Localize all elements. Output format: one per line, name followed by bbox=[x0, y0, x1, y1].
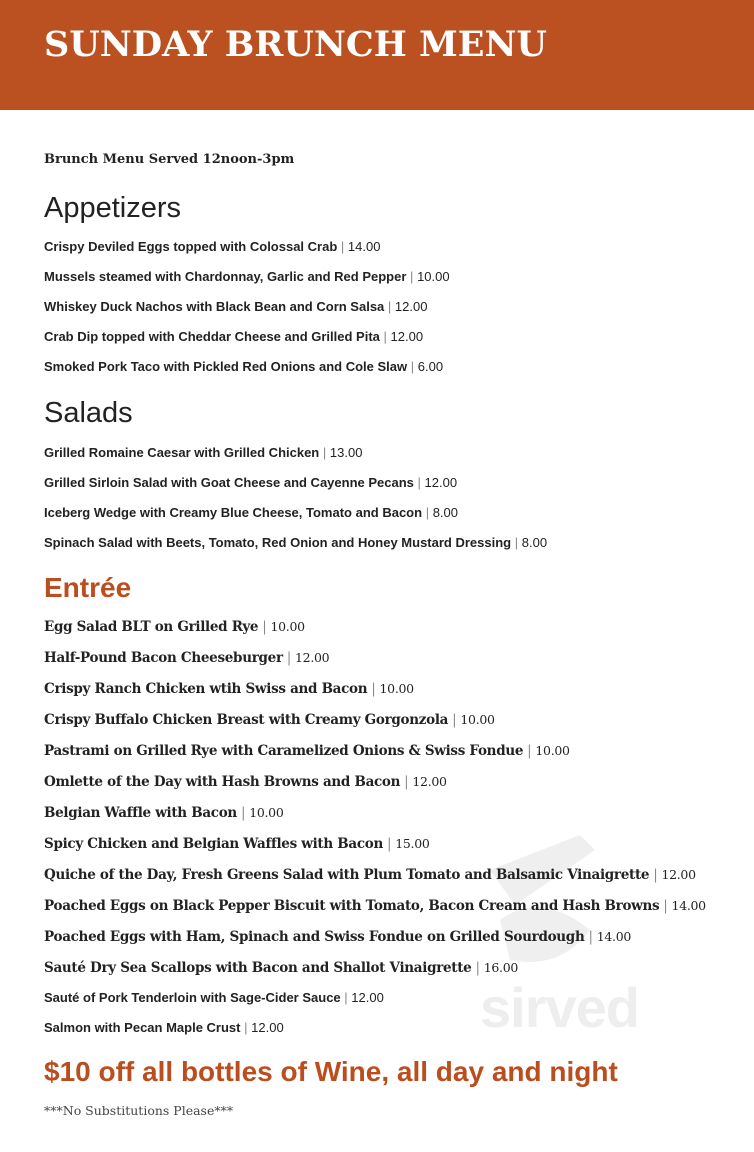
menu-item-price: 12.00 bbox=[394, 299, 428, 314]
menu-item-name: Mussels steamed with Chardonnay, Garlic and Red Pepper bbox=[44, 269, 407, 284]
menu-item-name: Egg Salad BLT on Grilled Rye bbox=[44, 619, 259, 635]
menu-item-price: 12.00 bbox=[661, 867, 696, 882]
menu-item bbox=[44, 673, 706, 704]
menu-item-name: Sauté of Pork Tenderloin with Sage-Cider Sauce bbox=[44, 990, 341, 1005]
menu-item-name: Grilled Romaine Caesar with Grilled Chicken bbox=[44, 445, 320, 460]
menu-item-name: Pastrami on Grilled Rye with Caramelized Onions & Swiss Fondue bbox=[44, 743, 524, 759]
menu-item bbox=[44, 921, 706, 952]
menu-item-price: 13.00 bbox=[329, 445, 363, 460]
price-separator: | bbox=[240, 805, 246, 821]
menu-item-name: Crispy Buffalo Chicken Breast with Creamy Gorgonzola bbox=[44, 712, 449, 728]
menu-item-price: 16.00 bbox=[483, 960, 519, 975]
price-separator: | bbox=[383, 329, 387, 344]
entree-extra-list bbox=[44, 983, 384, 1043]
price-separator: | bbox=[344, 990, 348, 1005]
menu-item-price: 14.00 bbox=[347, 239, 381, 254]
menu-item-name: Omlette of the Day with Hash Browns and Bacon bbox=[44, 774, 401, 790]
page-title: SUNDAY BRUNCH MENU bbox=[44, 24, 547, 65]
menu-item bbox=[44, 642, 706, 673]
menu-item-price: 8.00 bbox=[521, 535, 548, 550]
menu-item-price: 8.00 bbox=[432, 505, 459, 520]
menu-item-price: 6.00 bbox=[417, 359, 444, 374]
price-separator: | bbox=[340, 239, 345, 254]
menu-item bbox=[44, 828, 706, 859]
menu-item-price: 12.00 bbox=[390, 329, 424, 344]
substitutions-note: ***No Substitutions Please*** bbox=[44, 1103, 234, 1118]
menu-item-name: Spicy Chicken and Belgian Waffles with Bacon bbox=[44, 836, 383, 852]
price-separator: | bbox=[410, 359, 415, 374]
price-separator: | bbox=[387, 299, 392, 314]
menu-item bbox=[44, 1013, 384, 1043]
menu-item-price: 10.00 bbox=[249, 805, 284, 820]
salads-list bbox=[44, 438, 547, 558]
menu-item-price: 12.00 bbox=[424, 475, 458, 490]
menu-item bbox=[44, 611, 706, 642]
menu-item-name: Crispy Ranch Chicken wtih Swiss and Bacon bbox=[44, 681, 368, 697]
price-separator: | bbox=[514, 535, 519, 550]
menu-item-name: Sauté Dry Sea Scallops with Bacon and Shallot Vinaigrette bbox=[44, 960, 472, 976]
price-separator: | bbox=[371, 681, 376, 697]
menu-item-price: 15.00 bbox=[395, 836, 430, 851]
menu-item bbox=[44, 262, 450, 292]
price-separator: | bbox=[663, 898, 668, 914]
menu-item-name: Whiskey Duck Nachos with Black Bean and Corn Salsa bbox=[44, 299, 385, 314]
menu-item-name: Quiche of the Day, Fresh Greens Salad with Plum Tomato and Balsamic Vinaigrette bbox=[44, 867, 650, 883]
menu-item-name: Crab Dip topped with Cheddar Cheese and Grilled Pita bbox=[44, 329, 380, 344]
price-separator: | bbox=[452, 712, 457, 728]
menu-item bbox=[44, 766, 706, 797]
menu-item bbox=[44, 352, 450, 382]
price-separator: | bbox=[262, 619, 267, 635]
menu-item-price: 10.00 bbox=[379, 681, 414, 696]
menu-item bbox=[44, 952, 706, 983]
menu-item bbox=[44, 859, 706, 890]
menu-item bbox=[44, 498, 547, 528]
price-separator: | bbox=[410, 269, 414, 284]
menu-item-name: Grilled Sirloin Salad with Goat Cheese and Cayenne Pecans bbox=[44, 475, 414, 490]
menu-item bbox=[44, 735, 706, 766]
menu-item-name: Half-Pound Bacon Cheeseburger bbox=[44, 650, 283, 666]
menu-item bbox=[44, 797, 706, 828]
sirved-watermark: sirved bbox=[480, 976, 639, 1039]
menu-item-name: Belgian Waffle with Bacon bbox=[44, 805, 237, 821]
menu-item-price: 12.00 bbox=[412, 774, 447, 789]
menu-item bbox=[44, 468, 547, 498]
price-separator: | bbox=[475, 960, 480, 976]
menu-item-name: Poached Eggs on Black Pepper Biscuit with Tomato, Bacon Cream and Hash Browns bbox=[44, 898, 660, 914]
price-separator: | bbox=[527, 743, 532, 759]
entree-list bbox=[44, 611, 706, 983]
appetizers-list bbox=[44, 232, 450, 382]
appetizers-heading: Appetizers bbox=[44, 192, 182, 224]
wine-promo: $10 off all bottles of Wine, all day and night bbox=[44, 1056, 618, 1087]
menu-item bbox=[44, 232, 450, 262]
menu-item-name: Iceberg Wedge with Creamy Blue Cheese, Tomato and Bacon bbox=[44, 505, 423, 520]
menu-item bbox=[44, 983, 384, 1013]
page-header bbox=[0, 0, 754, 110]
price-separator: | bbox=[322, 445, 327, 460]
price-separator: | bbox=[425, 505, 430, 520]
menu-item-price: 10.00 bbox=[460, 712, 495, 727]
menu-item-price: 14.00 bbox=[671, 898, 706, 913]
menu-item-price: 12.00 bbox=[351, 990, 384, 1005]
menu-item-name: Smoked Pork Taco with Pickled Red Onions and Cole Slaw bbox=[44, 359, 408, 374]
price-separator: | bbox=[653, 867, 658, 883]
menu-item bbox=[44, 704, 706, 735]
price-separator: | bbox=[588, 929, 593, 945]
entree-heading: Entrée bbox=[44, 572, 132, 603]
menu-item-price: 10.00 bbox=[535, 743, 570, 758]
menu-item-price: 12.00 bbox=[251, 1020, 284, 1035]
menu-item bbox=[44, 528, 547, 558]
menu-item-name: Poached Eggs with Ham, Spinach and Swiss Fondue on Grilled Sourdough bbox=[44, 929, 585, 945]
price-separator: | bbox=[244, 1020, 248, 1035]
menu-item-name: Spinach Salad with Beets, Tomato, Red Onion and Honey Mustard Dressing bbox=[44, 535, 512, 550]
menu-item-name: Crispy Deviled Eggs topped with Colossal Crab bbox=[44, 239, 338, 254]
menu-item-price: 12.00 bbox=[295, 650, 330, 665]
menu-item-price: 10.00 bbox=[417, 269, 450, 284]
menu-item bbox=[44, 438, 547, 468]
price-separator: | bbox=[417, 475, 421, 490]
menu-item-name: Salmon with Pecan Maple Crust bbox=[44, 1020, 241, 1035]
price-separator: | bbox=[386, 836, 392, 852]
price-separator: | bbox=[404, 774, 409, 790]
menu-item bbox=[44, 322, 450, 352]
menu-item-price: 10.00 bbox=[270, 619, 305, 634]
menu-item-price: 14.00 bbox=[596, 929, 632, 944]
menu-item bbox=[44, 292, 450, 322]
menu-item bbox=[44, 890, 706, 921]
salads-heading: Salads bbox=[44, 397, 133, 429]
price-separator: | bbox=[286, 650, 292, 666]
serving-hours: Brunch Menu Served 12noon-3pm bbox=[44, 152, 295, 167]
